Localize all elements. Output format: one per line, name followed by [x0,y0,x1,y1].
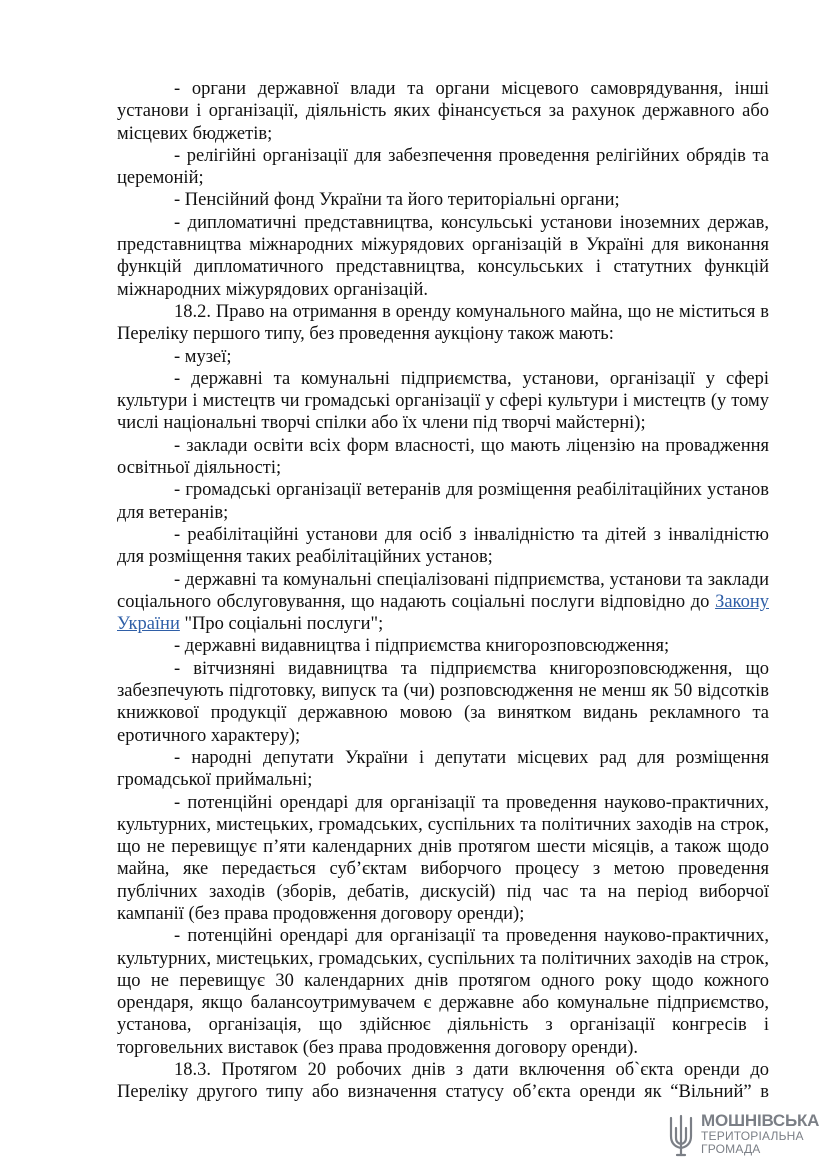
paragraph-section-18-3: 18.3. Протягом 20 робочих днів з дати включення об`єкта оренди до Переліку другого типу або визначення статусу об’єкта оренди як “Вільний” в [117,1060,769,1103]
trident-coat-of-arms-icon [668,1114,694,1158]
paragraph-pension-fund: - Пенсійний фонд України та його територіальні органи; [174,190,620,211]
paragraph-rehabilitation-institutions: - реабілітаційні установи для осіб з інвалідністю та дітей з інвалідністю для розміщення таких реабілітаційних установ; [117,524,769,568]
paragraph-social-services [117,569,769,636]
community-logo [668,1111,820,1158]
logo-line-3: ГРОМАДА [701,1142,761,1156]
paragraph-veteran-organizations: - громадські організації ветеранів для розміщення реабілітаційних установ для ветеранів; [117,480,769,523]
social-services-text-after: "Про соціальні послуги"; [179,614,384,635]
paragraph-state-authorities: - органи державної влади та органи місцевого самоврядування, інші установи і організації, діяльність яких фінансується за рахунок державного або місцевих бюджетів; [117,79,769,144]
paragraph-deputies: - народні депутати України і депутати місцевих рад для розміщення громадської приймальні; [117,747,769,791]
paragraph-diplomatic-missions: - дипломатичні представництва, консульські установи іноземних держав, представництва міжнародних міжурядових організацій в Україні для виконання функцій дипломатичного представництва, консульських і статутних функцій міжнародних міжурядових організацій. [117,212,769,300]
logo-line-1: МОШНІВСЬКА [701,1111,820,1130]
paragraph-events-five-days: - потенційні орендарі для організації та проведення науково-практичних, культурних, мистецьких, громадських, суспільних та політичних заходів на строк, що не перевищує п’яти календарних днів протягом шести місяців, а також щодо майна, яке передається суб’єктам виборчого процесу з метою проведення публічних заходів (зборів, дебатів, дискусій) під час та на період виборчої кампанії (без права продовження договору оренди); [117,792,769,924]
paragraph-domestic-publishers: - вітчизняні видавництва та підприємства книгорозповсюдження, що забезпечують підготовку, випуск та (чи) розповсюдження не менш як 50 відсотків книжкової продукції державною мовою (за винятком видань рекламного та еротичного характеру); [117,658,769,746]
paragraph-events-thirty-days: - потенційні орендарі для організації та проведення науково-практичних, культурних, мистецьких, громадських, суспільних та політичних заходів на строк, що не перевищує 30 календарних днів протягом одного року щодо кожного орендаря, якщо балансоутримувачем є державне або комунальне підприємство, установа, організація, що здійснює діяльність з організації конгресів і торговельних виставок (без права продовження договору оренди). [117,926,769,1058]
paragraph-state-publishers: - державні видавництва і підприємства книгорозповсюдження; [174,636,670,657]
document-body [117,78,769,1104]
paragraph-museums: - музеї; [174,346,232,367]
paragraph-culture-enterprises: - державні та комунальні підприємства, установи, організації у сфері культури і мистецтв чи громадські організації у сфері культури і мистецтв (у тому числі національні творчі спілки або їх члени під творчі майстерні); [117,368,769,434]
paragraph-section-18-2: 18.2. Право на отримання в оренду комунального майна, що не міститься в Переліку першого типу, без проведення аукціону також мають: [117,301,769,345]
social-services-text-before: - державні та комунальні спеціалізовані підприємства, установи та заклади соціального обслуговування, що надають соціальні послуги відповідно до [117,569,769,612]
logo-line-2: ТЕРИТОРІАЛЬНА [701,1129,804,1143]
paragraph-education-institutions: - заклади освіти всіх форм власності, що мають ліцензію на провадження освітньої діяльності; [117,435,769,479]
law-of-ukraine-link[interactable]: Закону України [117,591,769,635]
logo-text [701,1112,819,1156]
paragraph-religious-organizations: - релігійні організації для забезпечення проведення релігійних обрядів та церемоній; [117,145,769,189]
